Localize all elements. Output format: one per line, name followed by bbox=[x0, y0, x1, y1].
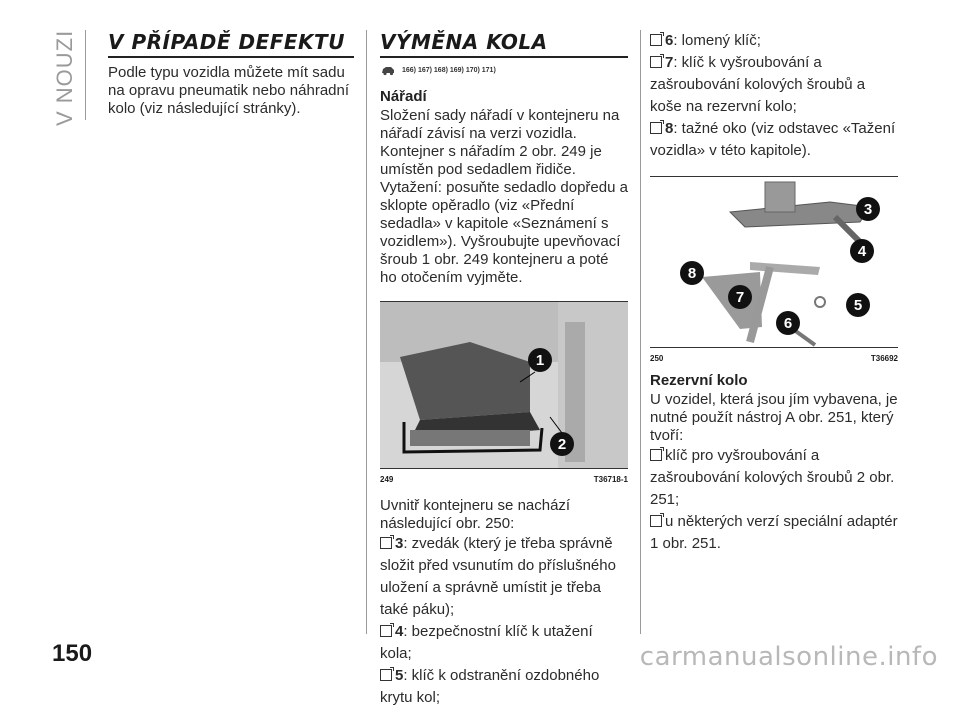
tools-heading: Nářadí bbox=[380, 88, 427, 105]
warning-ref-numbers: 166) 167) 168) 169) 170) 171) bbox=[402, 66, 496, 74]
chapter-side-tab bbox=[52, 30, 82, 130]
tools-text: Složení sady nářadí v kontejneru na nářadí závisí na verzi vozidla. Kontejner s nářadím 2 obr. 249 je umístěn pod sedadlem řidiče. Vytažení: posuňte sedadlo dopředu a sklopte opěradlo (viz «Přední sedadla» v kapitole «Seznámení s vozidlem»). Vyšroubujte upevňovací šroub 1 obr. 249 kontejneru a poté ho otočením vyjměte. bbox=[380, 107, 628, 286]
chapter-label: V NOUZI bbox=[52, 29, 77, 126]
bullet-box-icon bbox=[650, 449, 662, 461]
callout-4: 4 bbox=[850, 239, 874, 263]
tool-item-5: 5: klíč k odstranění ozdobného krytu kol; bbox=[380, 667, 600, 706]
bullet-box-icon bbox=[650, 515, 662, 527]
spare-wheel-heading: Rezervní kolo bbox=[650, 372, 748, 389]
figure-250 bbox=[650, 176, 898, 363]
figure-249-code: T36718-1 bbox=[593, 475, 628, 484]
bullet-box-icon bbox=[380, 537, 392, 549]
section-title-defect: V PŘÍPADĚ DEFEKTU bbox=[108, 30, 354, 58]
section-title-wheel-change: VÝMĚNA KOLA bbox=[380, 30, 628, 58]
figure-249-number: 249 bbox=[380, 475, 394, 484]
bullet-box-icon bbox=[650, 122, 662, 134]
tool-item-7: 7: klíč k vyšroubování a zašroubování kolových šroubů a koše na rezervní kolo; bbox=[650, 54, 866, 115]
figure-250-number: 250 bbox=[650, 354, 664, 363]
bullet-box-icon bbox=[380, 669, 392, 681]
tool-item-4: 4: bezpečnostní klíč k utažení kola; bbox=[380, 623, 593, 662]
bullet-box-icon bbox=[650, 56, 662, 68]
tool-item-3: 3: zvedák (který je třeba správně složit před vsunutím do příslušného uložení a správně umístit je třeba také páku); bbox=[380, 535, 616, 618]
spare-wheel-text: U vozidel, která jsou jím vybavena, je nutné použít nástroj A obr. 251, který tvoří: bbox=[650, 391, 898, 444]
bullet-box-icon bbox=[380, 625, 392, 637]
page-number: 150 bbox=[52, 640, 93, 667]
spare-item-2: u některých verzí speciální adaptér 1 obr. 251. bbox=[650, 513, 898, 552]
defect-text: Podle typu vozidla můžete mít sadu na opravu pneumatik nebo náhradní kolo (viz následující stránky). bbox=[108, 64, 350, 117]
tool-list-b bbox=[650, 30, 898, 162]
spare-item-1: klíč pro vyšroubování a zašroubování kolových šroubů 2 obr. 251; bbox=[650, 447, 895, 508]
chapter-divider bbox=[85, 30, 86, 120]
callout-5: 5 bbox=[846, 293, 870, 317]
tool-item-8: 8: tažné oko (viz odstavec «Tažení vozidla» v této kapitole). bbox=[650, 120, 896, 159]
car-warning-icon bbox=[380, 64, 396, 76]
figure-249-caption bbox=[380, 475, 628, 484]
figure-250-code: T36692 bbox=[870, 354, 898, 363]
column-defect bbox=[108, 30, 354, 118]
callout-1: 1 bbox=[528, 348, 552, 372]
callout-3: 3 bbox=[856, 197, 880, 221]
seat-container-illustration bbox=[380, 302, 628, 468]
column-wheel-change bbox=[380, 30, 628, 709]
column-divider-2 bbox=[640, 30, 641, 634]
figure-250-caption bbox=[650, 354, 898, 363]
callout-2: 2 bbox=[550, 432, 574, 456]
callout-7: 7 bbox=[728, 285, 752, 309]
callout-8: 8 bbox=[680, 261, 704, 285]
tool-list-a bbox=[380, 533, 628, 709]
bullet-box-icon bbox=[650, 34, 662, 46]
column-tools-continued bbox=[650, 30, 898, 555]
watermark: carmanualsonline.info bbox=[639, 642, 938, 672]
container-intro: Uvnitř kontejneru se nachází následující obr. 250: bbox=[380, 497, 571, 532]
callout-6: 6 bbox=[776, 311, 800, 335]
figure-249 bbox=[380, 301, 628, 484]
column-divider-1 bbox=[366, 30, 367, 634]
warning-refs bbox=[380, 64, 628, 76]
tool-item-6: 6: lomený klíč; bbox=[650, 30, 898, 52]
